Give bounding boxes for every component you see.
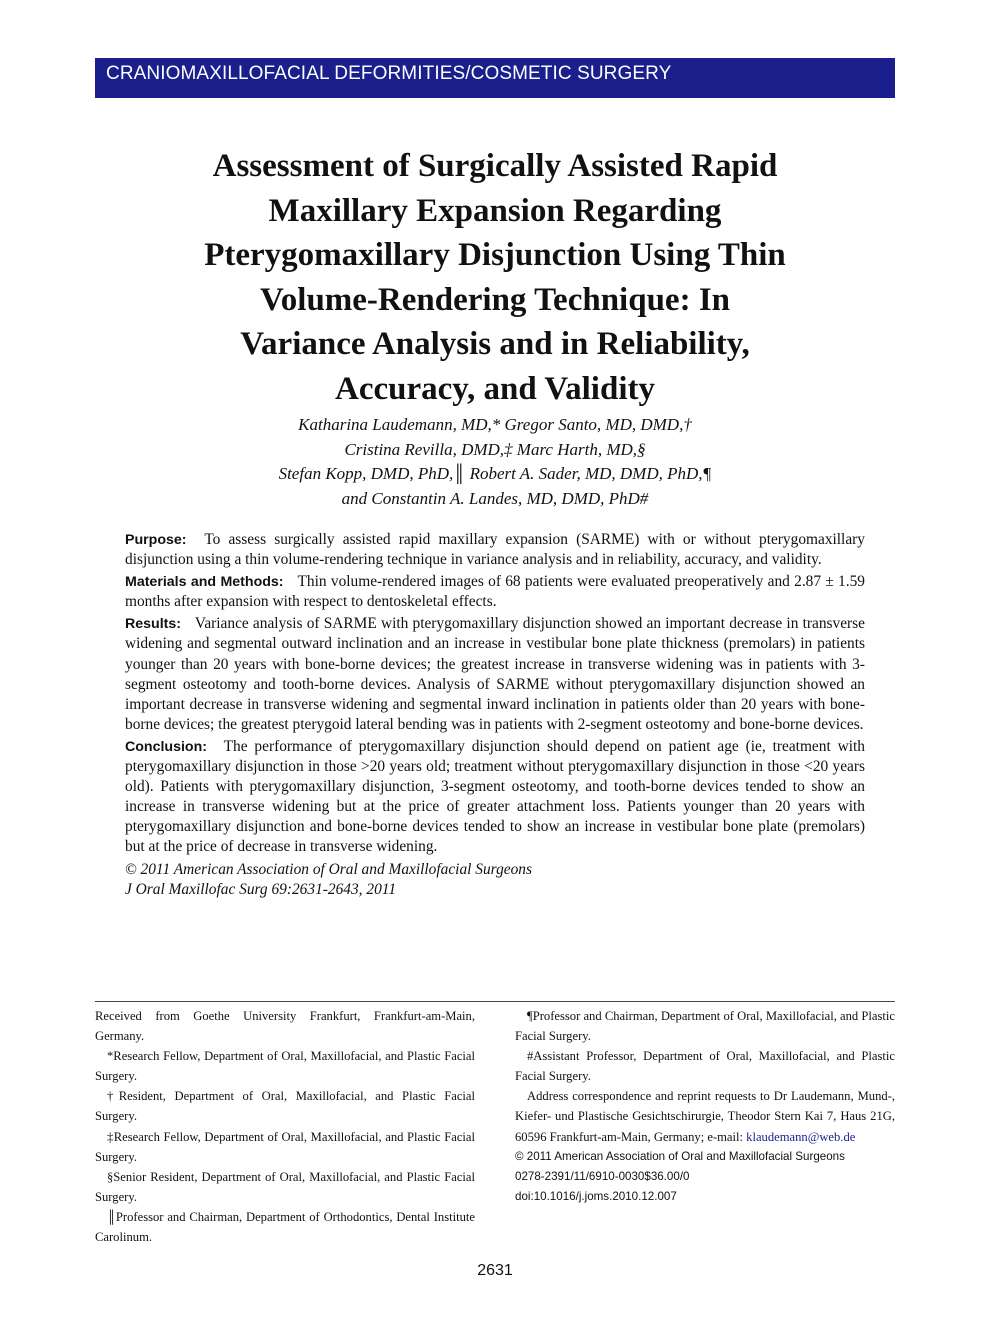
footnotes-left: [95, 1006, 475, 1247]
section-label: CRANIOMAXILLOFACIAL DEFORMITIES/COSMETIC SURGERY: [106, 63, 672, 84]
footnote-received: Received from Goethe University Frankfurt, Frankfurt-am-Main, Germany.: [95, 1009, 475, 1044]
purpose-text: To assess surgically assisted rapid maxillary expansion (SARME) with or without pterygomaxillary disjunction using a thin volume-rendering technique in variance analysis and in reliability, accuracy, and validity.: [125, 531, 865, 569]
footnote-item: †Resident, Department of Oral, Maxillofacial, and Plastic Facial Surgery.: [95, 1089, 475, 1124]
abstract-methods: [125, 572, 865, 612]
results-text: Variance analysis of SARME with pterygomaxillary disjunction showed an important decrease in transverse widening and segmental outward inclination and an increase in vestibular bone plate thickness (premolars) in patients younger than 20 years with bone-borne devices; the greatest increase in transverse widening was in patients with 3-segment osteotomy and tooth-borne devices. Analysis of SARME without pterygomaxillary disjunction showed an important decrease in transverse widening and segmental inward inclination in patients older than 20 years with bone-borne devices; the greatest pterygoid lateral bending was in patients with 2-segment osteotomy and bone-borne devices.: [125, 615, 865, 733]
footnote-item: ¶Professor and Chairman, Department of Oral, Maxillofacial, and Plastic Facial Surgery.: [515, 1009, 895, 1044]
section-banner: [95, 58, 895, 98]
footnote-divider: [95, 1001, 895, 1002]
footnote-correspondence: [515, 1086, 895, 1146]
title-line: Volume-Rendering Technique: In: [259, 281, 731, 318]
results-heading: Results:: [125, 616, 181, 633]
email-link[interactable]: klaudemann@web.de: [746, 1129, 856, 1144]
correspondence-text: Address correspondence and reprint requests to Dr Laudemann, Mund-, Kiefer- und Plastische Gesichtschirurgie, Theodor Stern Kai 7, Haus 21G, 60596 Frankfurt-am-Main, Germany; e-mail:: [515, 1089, 895, 1144]
title-line: Pterygomaxillary Disjunction Using Thin: [204, 237, 786, 274]
footnote-item: *Research Fellow, Department of Oral, Maxillofacial, and Plastic Facial Surgery.: [95, 1049, 475, 1084]
abstract-copyright: © 2011 American Association of Oral and Maxillofacial Surgeons: [125, 860, 532, 878]
author-line: Cristina Revilla, DMD,‡ Marc Harth, MD,§: [344, 439, 646, 459]
methods-heading: Materials and Methods:: [125, 574, 284, 591]
conclusion-text: The performance of pterygomaxillary disjunction should depend on patient age (ie, treatment with pterygomaxillary disjunction in those >20 years old; treatment without pterygomaxillary disjunction in those <20 years old). Patients with pterygomaxillary disjunction, 3-segment osteotomy, and tooth-borne devices tended to show an increase in transverse widening but at the price of greater attachment loss. Patients younger than 20 years with pterygomaxillary disjunction and bone-borne devices tended to show an increase in vestibular bone plate (premolars) but at the price of decrease in transverse widening.: [125, 737, 865, 856]
title-line: Assessment of Surgically Assisted Rapid: [212, 148, 778, 184]
abstract-purpose: [125, 530, 865, 570]
conclusion-heading: Conclusion:: [125, 738, 207, 755]
abstract-results: [125, 614, 865, 735]
footnote-doi: doi:10.1016/j.joms.2010.12.007: [515, 1189, 677, 1203]
footnote-item: #Assistant Professor, Department of Oral, Maxillofacial, and Plastic Facial Surgery.: [515, 1049, 895, 1084]
methods-text: Thin volume-rendered images of 68 patients were evaluated preoperatively and 2.87 ± 1.59 months after expansion with respect to dentoskeletal effects.: [125, 573, 865, 611]
journal-citation: J Oral Maxillofac Surg 69:2631-2643, 2011: [125, 880, 397, 898]
author-line: Stefan Kopp, DMD, PhD,║ Robert A. Sader, MD, DMD, PhD,¶: [278, 464, 712, 483]
purpose-heading: Purpose:: [125, 532, 187, 548]
author-list: [150, 413, 840, 511]
abstract-conclusion: [125, 737, 865, 858]
footnote-item: ║Professor and Chairman, Department of Orthodontics, Dental Institute Carolinum.: [95, 1209, 475, 1245]
page-number: 2631: [477, 1262, 513, 1279]
footnotes-right: [515, 1006, 895, 1207]
footnote-item: ‡Research Fellow, Department of Oral, Maxillofacial, and Plastic Facial Surgery.: [95, 1129, 475, 1164]
author-line: and Constantin A. Landes, MD, DMD, PhD#: [341, 488, 649, 508]
footnote-issn: 0278-2391/11/6910-0030$36.00/0: [515, 1169, 690, 1183]
article-title: [110, 144, 880, 412]
abstract: [125, 530, 865, 900]
title-line: Accuracy, and Validity: [335, 370, 655, 407]
footnote-copyright: © 2011 American Association of Oral and Maxillofacial Surgeons: [515, 1149, 845, 1163]
author-line: Katharina Laudemann, MD,* Gregor Santo, MD, DMD,†: [298, 415, 692, 434]
title-line: Maxillary Expansion Regarding: [268, 192, 722, 229]
footnote-item: §Senior Resident, Department of Oral, Maxillofacial, and Plastic Facial Surgery.: [95, 1169, 475, 1204]
title-line: Variance Analysis and in Reliability,: [240, 326, 750, 363]
